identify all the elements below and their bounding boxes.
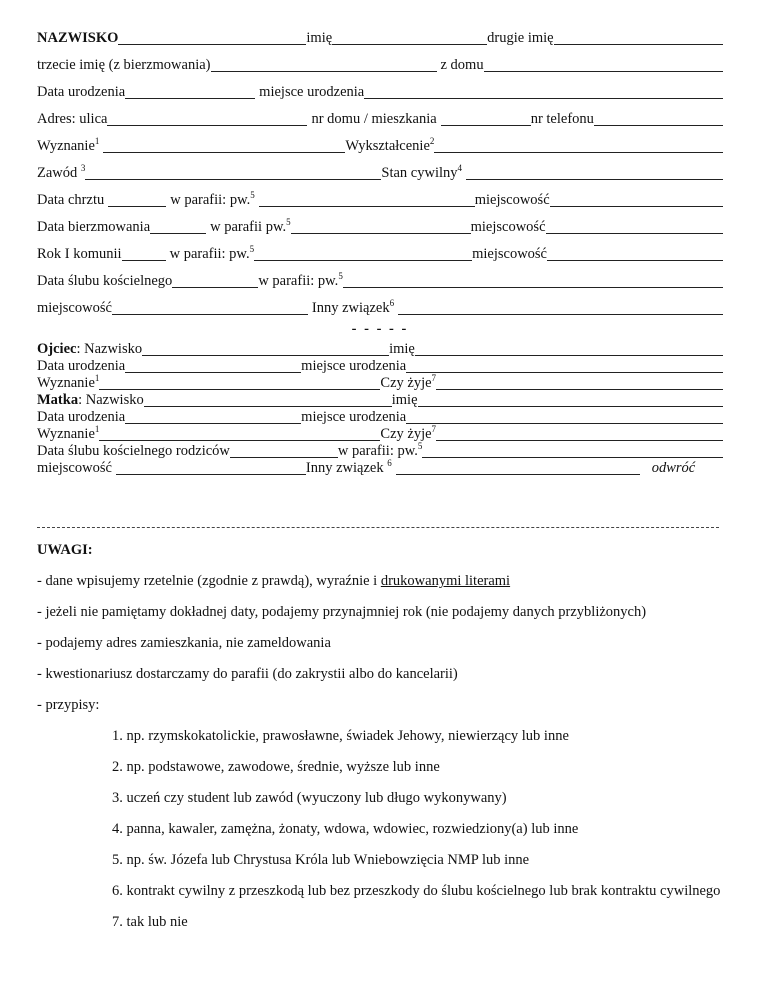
wedding-parish-field[interactable]	[343, 273, 723, 288]
parents-other-union-label: Inny związek $^6$	[305, 458, 392, 476]
row-father-religion	[37, 375, 723, 392]
occupation-field[interactable]	[85, 165, 381, 180]
third-name-label: trzecie imię (z bierzmowania)	[37, 57, 211, 73]
row-father-birth	[37, 358, 723, 375]
wedding-place-label: miejscowość	[37, 300, 112, 316]
row-baptism	[37, 192, 723, 209]
maiden-name-label: z domu	[440, 57, 484, 73]
row-third-name	[37, 57, 723, 74]
mother-religion-label: Wyznanie$^1$	[37, 424, 100, 442]
father-birth-date-label: Data urodzenia	[37, 358, 126, 374]
baptism-label: Data chrztu	[37, 192, 105, 208]
mother-birth-place-label: miejsce urodzenia	[301, 409, 407, 425]
row-parents-place	[37, 460, 723, 477]
turn-over-note: odwróć	[651, 460, 696, 476]
birth-place-field[interactable]	[364, 84, 723, 99]
mother-first-name-label: imię	[391, 392, 418, 408]
mother-label: Matka: Nazwisko	[37, 392, 144, 408]
father-birth-place-field[interactable]	[406, 358, 723, 373]
mother-surname-field[interactable]	[144, 392, 392, 407]
birth-place-label: miejsce urodzenia	[259, 84, 365, 100]
father-label: Ojciec: Nazwisko	[37, 341, 143, 357]
footnote-5: 5. np. św. Józefa lub Chrystusa Króla lub Wniebowzięcia NMP lub inne	[112, 852, 530, 868]
first-name-field[interactable]	[332, 30, 487, 45]
parents-wedding-date-field[interactable]	[230, 443, 338, 458]
baptism-place-label: miejscowość	[474, 192, 550, 208]
row-communion	[37, 246, 723, 263]
mother-birth-place-field[interactable]	[406, 409, 723, 424]
house-no-field[interactable]	[441, 111, 531, 126]
row-confirmation	[37, 219, 723, 236]
row-occupation	[37, 165, 723, 182]
third-name-field[interactable]	[211, 57, 437, 72]
parents-wedding-parish-label: w parafii: pw.$^5$	[337, 441, 423, 459]
note-5: - przypisy:	[37, 697, 100, 713]
row-religion	[37, 138, 723, 155]
row-wedding-place	[37, 300, 723, 317]
phone-label: nr telefonu	[530, 111, 594, 127]
questionnaire	[37, 30, 723, 931]
father-birth-date-field[interactable]	[125, 358, 301, 373]
communion-parish-field[interactable]	[254, 246, 472, 261]
religion-field[interactable]	[103, 138, 345, 153]
father-religion-label: Wyznanie$^1$	[37, 373, 100, 391]
parents-wedding-label: Data ślubu kościelnego rodziców	[37, 443, 230, 459]
note-3: - podajemy adres zamieszkania, nie zameldowania	[37, 635, 331, 651]
wedding-parish-label: w parafii: pw.$^5$	[258, 271, 343, 289]
second-name-label: drugie imię	[487, 30, 554, 46]
communion-parish-label: w parafii: pw.$^5$	[169, 244, 255, 262]
communion-place-label: miejscowość	[472, 246, 547, 262]
occupation-label: Zawód $^3$	[37, 163, 86, 181]
communion-place-field[interactable]	[547, 246, 723, 261]
row-birth	[37, 84, 723, 101]
communion-year-field[interactable]	[122, 246, 166, 261]
education-label: Wykształcenie$^2$	[345, 136, 435, 154]
footnote-3: 3. uczeń czy student lub zawód (wyuczony lub długo wykonywany)	[112, 790, 507, 806]
wedding-date-field[interactable]	[172, 273, 258, 288]
parents-other-union-field[interactable]	[396, 460, 640, 475]
first-name-label: imię	[306, 30, 333, 46]
row-address	[37, 111, 723, 128]
birth-date-label: Data urodzenia	[37, 84, 126, 100]
footnote-1: 1. np. rzymskokatolickie, prawosławne, świadek Jehowy, niewierzący lub inne	[112, 728, 569, 744]
row-father	[37, 341, 723, 358]
birth-date-field[interactable]	[125, 84, 255, 99]
father-surname-field[interactable]	[142, 341, 389, 356]
parents-wedding-parish-field[interactable]	[422, 443, 723, 458]
father-alive-field[interactable]	[436, 375, 723, 390]
row-wedding	[37, 273, 723, 290]
other-union-label: Inny związek$^6$	[311, 298, 395, 316]
notes-title: UWAGI:	[37, 542, 93, 558]
other-union-field[interactable]	[398, 300, 723, 315]
communion-label: Rok I komunii	[37, 246, 122, 262]
footnote-6: 6. kontrakt cywilny z przeszkodą lub bez przeszkody do ślubu kościelnego lub brak kontraktu cywilnego	[112, 883, 721, 899]
father-birth-place-label: miejsce urodzenia	[301, 358, 407, 374]
father-first-name-field[interactable]	[415, 341, 723, 356]
father-first-name-label: imię	[389, 341, 415, 357]
mother-birth-date-label: Data urodzenia	[37, 409, 126, 425]
education-field[interactable]	[434, 138, 723, 153]
father-alive-label: Czy żyje$^7$	[380, 373, 437, 391]
wedding-label: Data ślubu kościelnego	[37, 273, 173, 289]
confirmation-parish-label: w parafii pw.$^5$	[210, 217, 291, 235]
address-label: Adres: ulica	[37, 111, 108, 127]
parents-place-label: miejscowość	[37, 460, 112, 476]
row-mother-religion	[37, 426, 723, 443]
baptism-date-field[interactable]	[108, 192, 166, 207]
mother-first-name-field[interactable]	[418, 392, 723, 407]
wedding-place-field[interactable]	[112, 300, 308, 315]
baptism-parish-field[interactable]	[259, 192, 475, 207]
footnote-7: 7. tak lub nie	[112, 914, 188, 930]
surname-field[interactable]	[118, 30, 306, 45]
surname-label: NAZWISKO	[37, 30, 119, 46]
parents-place-field[interactable]	[116, 460, 306, 475]
mother-alive-label: Czy żyje$^7$	[380, 424, 437, 442]
note-1: - dane wpisujemy rzetelnie (zgodnie z prawdą), wyraźnie i drukowanymi literami	[37, 573, 511, 589]
note-2: - jeżeli nie pamiętamy dokładnej daty, podajemy przynajmniej rok (nie podajemy danych przybliżonych)	[37, 604, 647, 620]
dashed-separator	[37, 527, 719, 528]
street-field[interactable]	[107, 111, 307, 126]
row-names	[37, 30, 723, 47]
second-name-field[interactable]	[554, 30, 723, 45]
section-divider: - - - - -	[351, 321, 409, 337]
confirmation-parish-field[interactable]	[291, 219, 471, 234]
baptism-parish-label: w parafii: pw.$^5$	[170, 190, 255, 208]
note-4: - kwestionariusz dostarczamy do parafii (do zakrystii albo do kancelarii)	[37, 666, 458, 682]
marital-label: Stan cywilny$^4$	[381, 163, 463, 181]
confirmation-date-field[interactable]	[150, 219, 206, 234]
row-mother-birth	[37, 409, 723, 426]
mother-alive-field[interactable]	[436, 426, 723, 441]
mother-birth-date-field[interactable]	[125, 409, 301, 424]
row-mother	[37, 392, 723, 409]
phone-field[interactable]	[594, 111, 723, 126]
father-religion-field[interactable]	[99, 375, 380, 390]
marital-field[interactable]	[466, 165, 723, 180]
confirmation-place-label: miejscowość	[470, 219, 546, 235]
confirmation-place-field[interactable]	[546, 219, 723, 234]
maiden-name-field[interactable]	[484, 57, 723, 72]
religion-label: Wyznanie$^1$	[37, 136, 100, 154]
confirmation-label: Data bierzmowania	[37, 219, 151, 235]
mother-religion-field[interactable]	[99, 426, 380, 441]
footnote-2: 2. np. podstawowe, zawodowe, średnie, wyższe lub inne	[112, 759, 440, 775]
footnote-4: 4. panna, kawaler, zamężna, żonaty, wdowa, wdowiec, rozwiedziony(a) lub inne	[112, 821, 579, 837]
parents-section	[37, 341, 723, 477]
baptism-place-field[interactable]	[550, 192, 723, 207]
row-parents-wedding	[37, 443, 723, 460]
house-no-label: nr domu / mieszkania	[311, 111, 437, 127]
